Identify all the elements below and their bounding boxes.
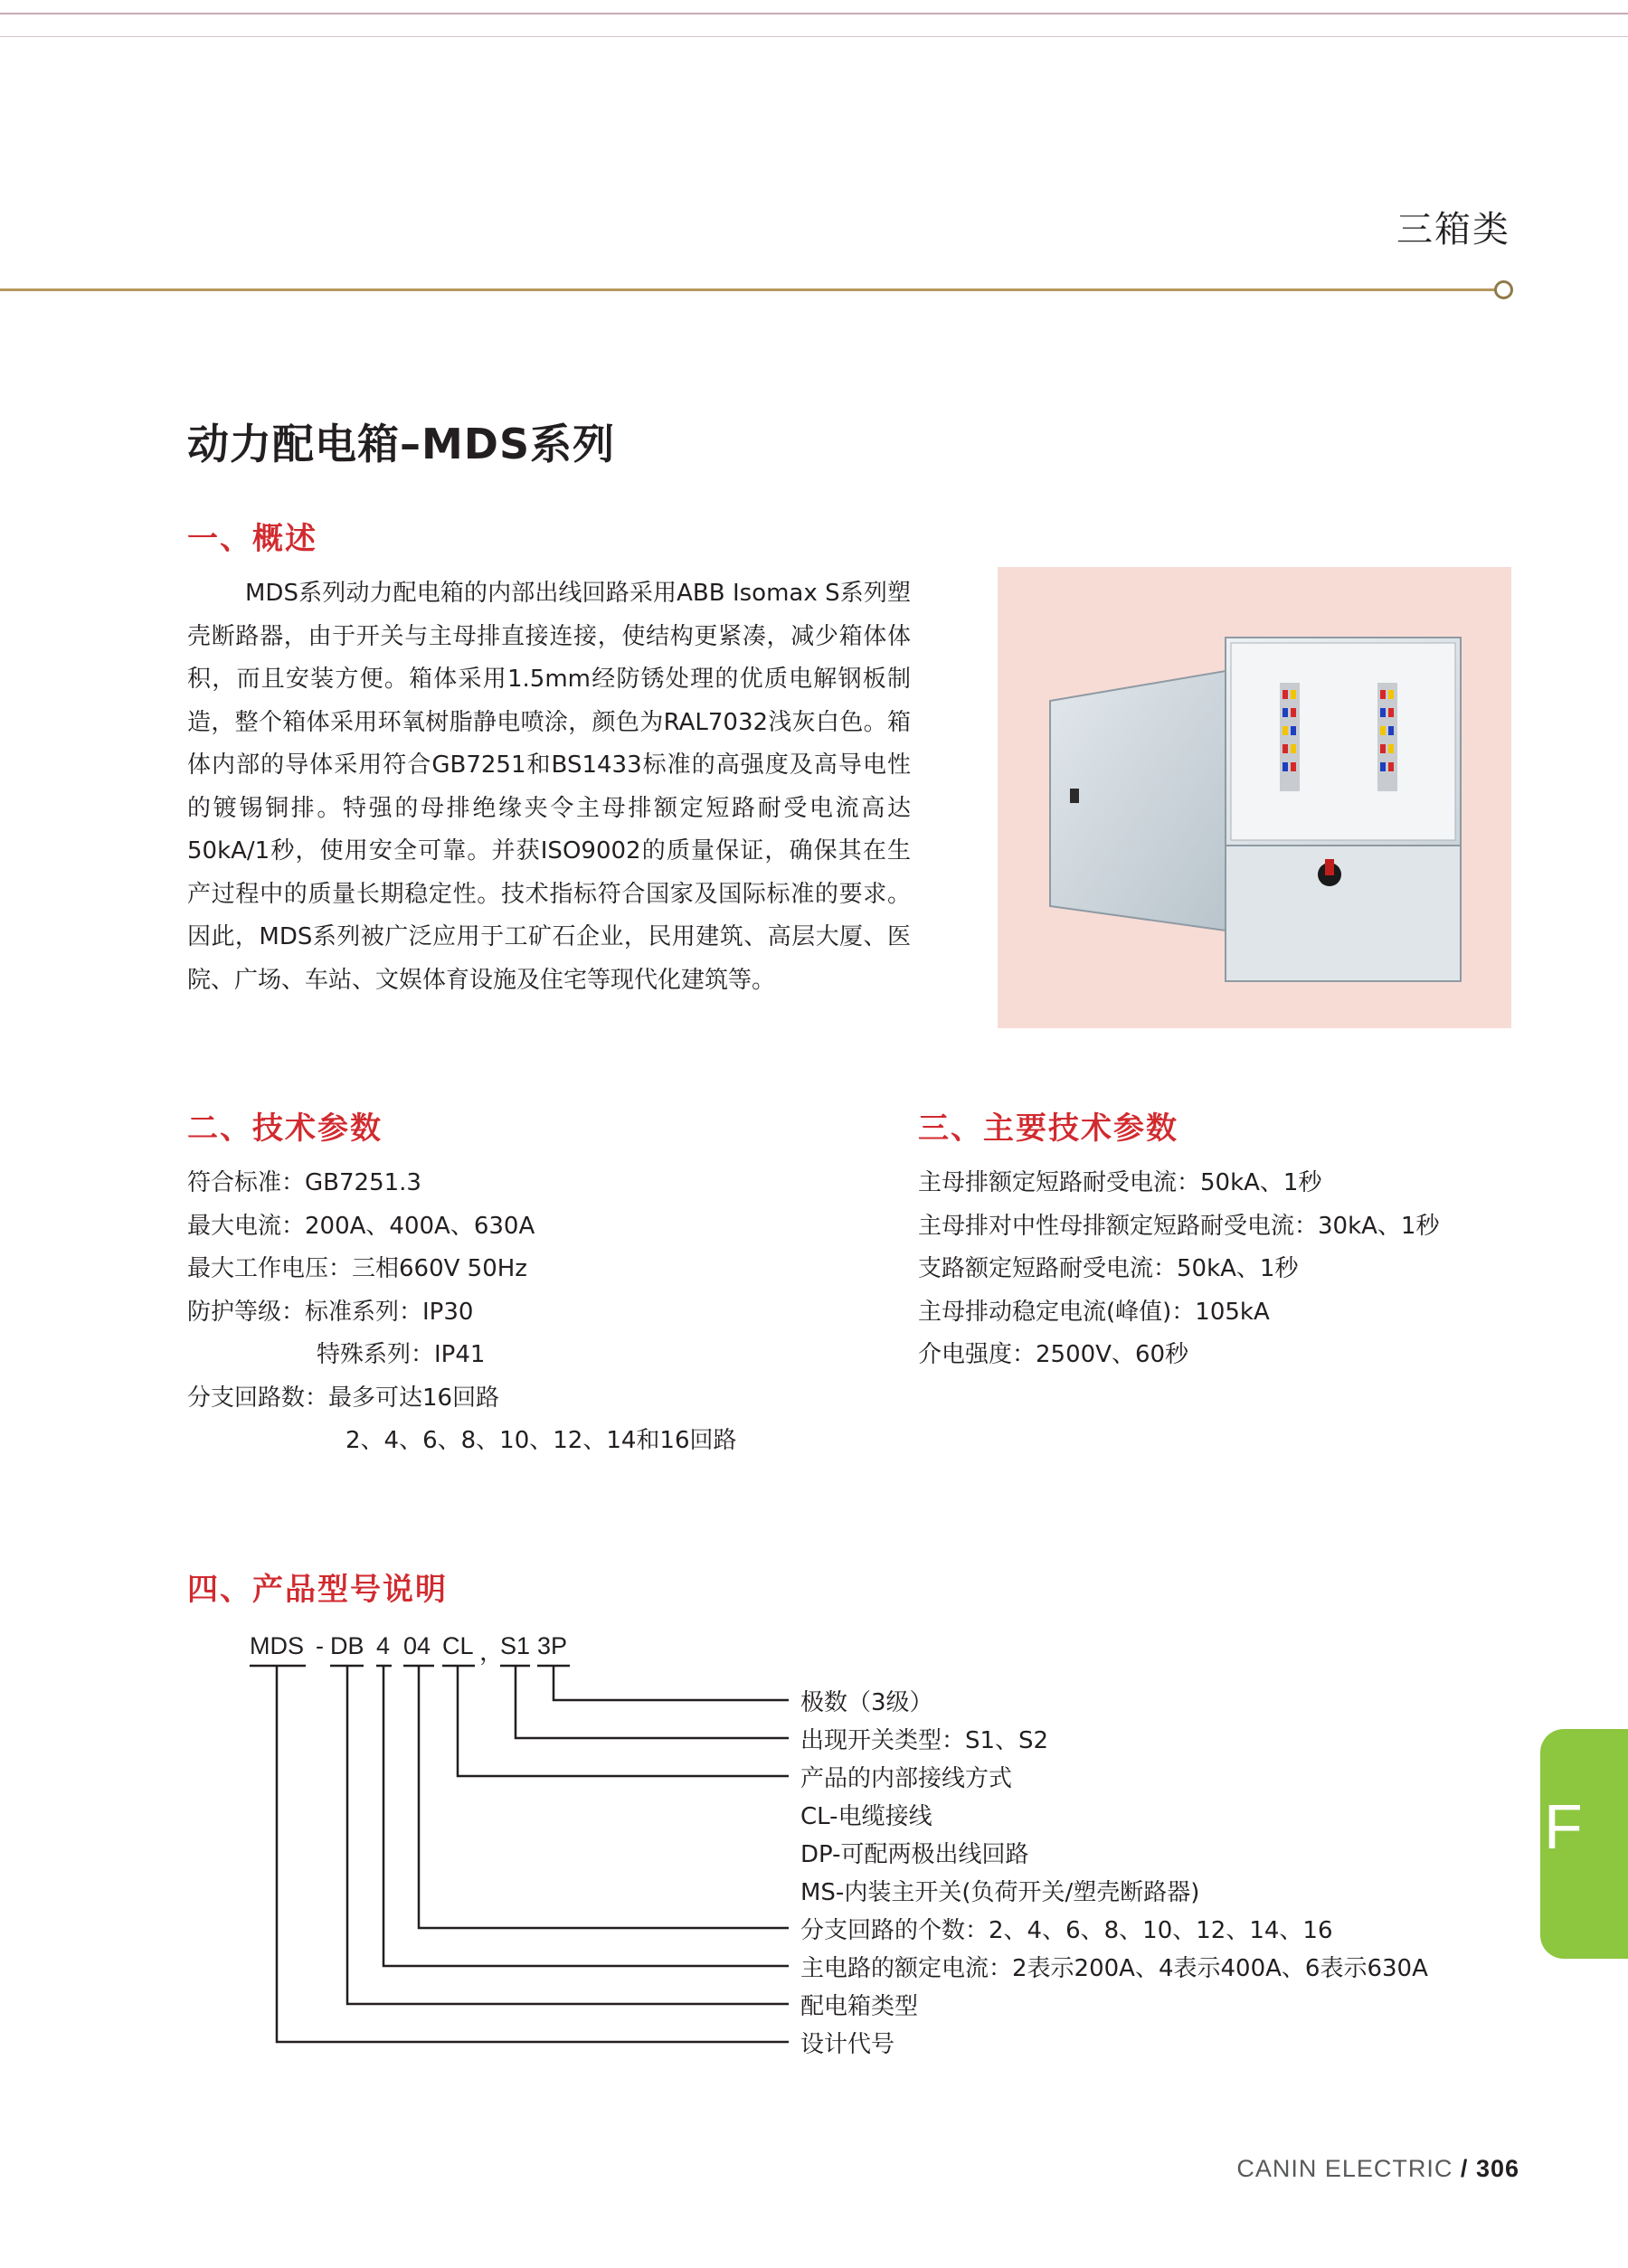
main-param-line: 介电强度：2500V、60秒 — [918, 1341, 1189, 1368]
model-code-poles: 3P — [537, 1632, 568, 1659]
param-protection-special: 特殊系列：IP41 — [317, 1341, 486, 1368]
section-tab-f — [1540, 1729, 1628, 1959]
param-branch-count: 分支回路数：最多可达16回路 — [187, 1384, 500, 1412]
page-title: 动力配电箱–MDS系列 — [187, 420, 616, 468]
legend-branch-count: 分支回路的个数：2、4、6、8、10、12、14、16 — [800, 1917, 1333, 1944]
footer-separator: / — [1460, 2155, 1469, 2182]
footer-brand: CANIN ELECTRIC — [1236, 2155, 1453, 2182]
model-heading: 四、产品型号说明 — [187, 1572, 448, 1608]
page-footer — [1236, 2155, 1519, 2183]
main-param-line: 主母排动稳定电流(峰值)：105kA — [918, 1298, 1270, 1326]
legend-poles: 极数（3级） — [800, 1689, 933, 1716]
legend-wiring: 产品的内部接线方式 — [800, 1765, 1013, 1792]
legend-switch-type: 出现开关类型：S1、S2 — [800, 1727, 1049, 1754]
model-code-comma: ， — [479, 1639, 504, 1666]
param-max-voltage: 最大工作电压：三相660V 50Hz — [187, 1255, 527, 1282]
model-code-wiring: CL — [442, 1632, 474, 1659]
model-code-branches: 04 — [403, 1632, 431, 1659]
param-protection-standard: 防护等级：标准系列：IP30 — [187, 1298, 474, 1326]
overview-heading: 一、概述 — [187, 521, 317, 557]
model-code-db: DB — [330, 1632, 364, 1659]
model-code-switch: S1 — [500, 1632, 531, 1659]
main-params-heading: 三、主要技术参数 — [918, 1110, 1178, 1147]
legend-wiring-ms: MS-内装主开关(负荷开关/塑壳断路器) — [800, 1879, 1200, 1906]
legend-rated-current: 主电路的额定电流：2表示200A、4表示400A、6表示630A — [800, 1955, 1428, 1982]
page-number: 306 — [1475, 2155, 1519, 2182]
main-param-line: 主母排额定短路耐受电流：50kA、1秒 — [918, 1169, 1322, 1196]
model-code-mds: MDS — [250, 1632, 304, 1659]
legend-design-code: 设计代号 — [800, 2031, 895, 2058]
legend-wiring-cl: CL-电缆接线 — [800, 1803, 932, 1830]
tech-params-heading: 二、技术参数 — [187, 1110, 383, 1147]
param-standard: 符合标准：GB7251.3 — [187, 1169, 421, 1196]
model-code-current: 4 — [376, 1632, 391, 1659]
section-title: 三箱类 — [1396, 209, 1510, 250]
param-branch-options: 2、4、6、8、10、12、14和16回路 — [345, 1427, 737, 1454]
section-tab-letter: F — [1544, 1791, 1583, 1862]
model-code-dash: - — [316, 1632, 324, 1659]
legend-wiring-dp: DP-可配两极出线回路 — [800, 1841, 1029, 1868]
overview-paragraph: MDS系列动力配电箱的内部出线回路采用ABB Isomax S系列塑壳断路器，由于开关与主母排直接连接，使结构更紧凑，减少箱体体积，而且安装方便。箱体采用1.5mm经防锈处理的优质电解钢板制造，整个箱体采用环氧树脂静电喷涂，颜色为RAL7032浅灰白色。箱体内部的导体采用符合GB7251和BS1433标准的高强度及高导电性的镀锡铜排。特强的母排绝缘夹令主母排额定短路耐受电流高达50kA/1秒，使用安全可靠。并获ISO9002的质量保证，确保其在生产过程中的质量长期稳定性。技术指标符合国家及国际标准的要求。因此，MDS系列被广泛应用于工矿石企业，民用建筑、高层大厦、医院、广场、车站、文娱体育设施及住宅等现代化建筑等。 — [187, 580, 911, 994]
param-max-current: 最大电流：200A、400A、630A — [187, 1212, 535, 1240]
legend-box-type: 配电箱类型 — [800, 1993, 919, 2020]
main-param-line: 主母排对中性母排额定短路耐受电流：30kA、1秒 — [918, 1212, 1440, 1240]
main-param-line: 支路额定短路耐受电流：50kA、1秒 — [918, 1255, 1299, 1282]
